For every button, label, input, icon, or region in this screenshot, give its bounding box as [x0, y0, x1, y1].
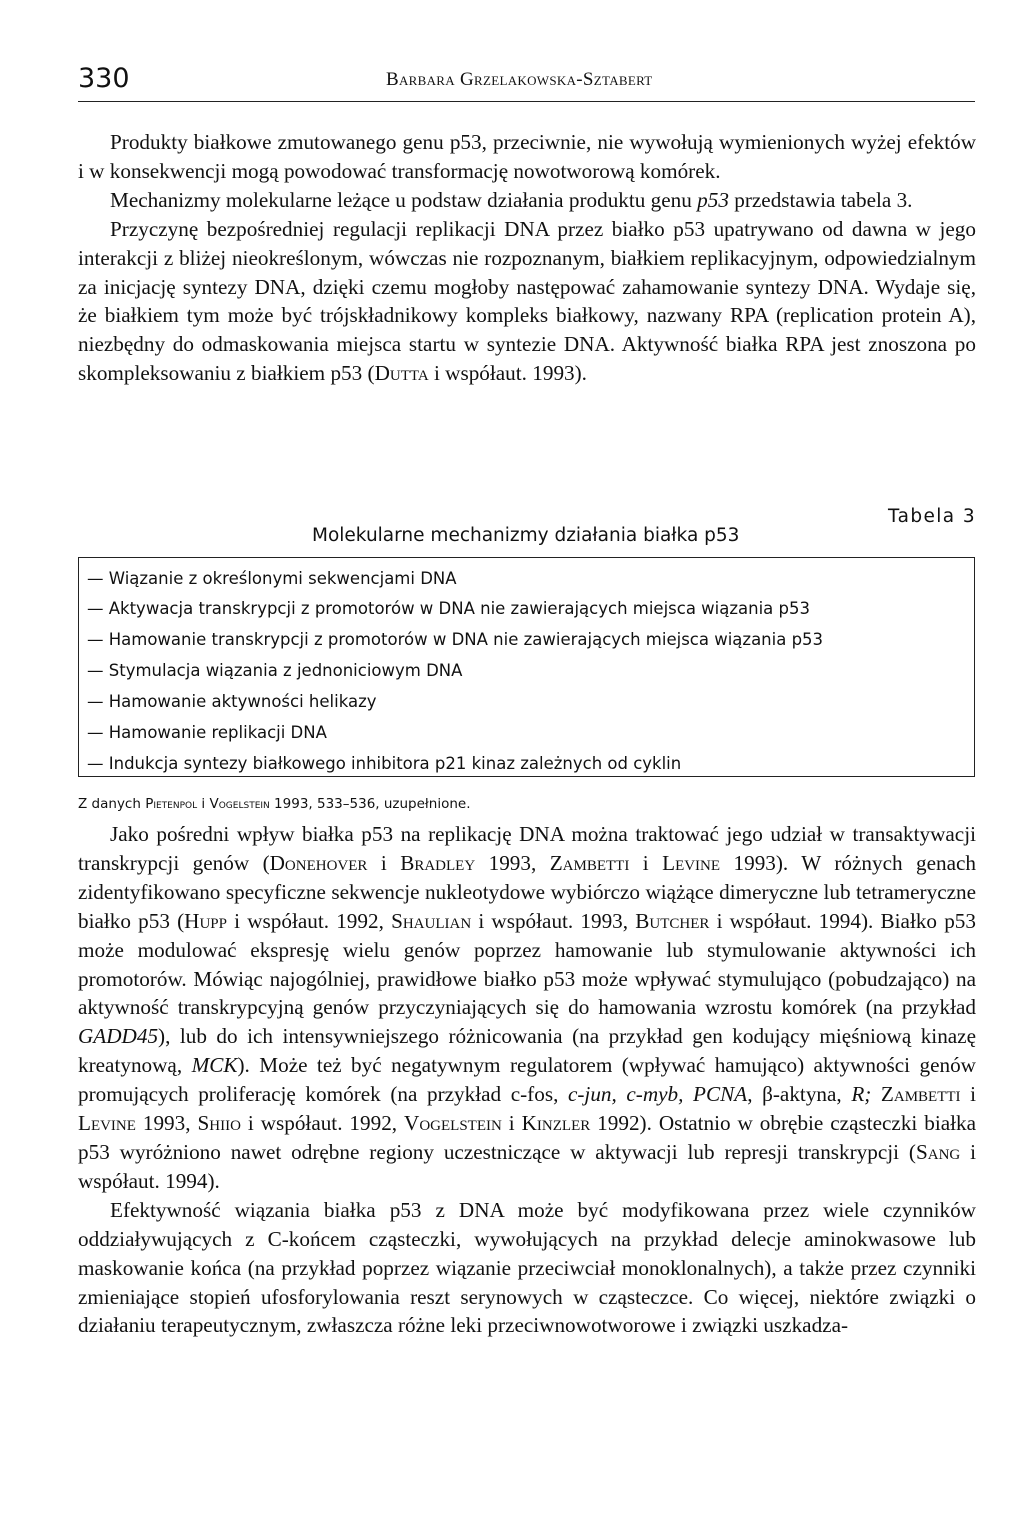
table-source-note	[78, 796, 471, 812]
paragraph-5: Efektywność wiązania białka p53 z DNA może być modyfikowana przez wiele czynników oddziaływujących z C-końcem cząsteczki, wywołujących na przykład delecje aminokwasowe lub maskowanie końca (na przykład poprzez wiązanie przeciwciał monoklonalnych), a także przez czynniki zmieniające stopień ufosforylowania reszt serynowych w cząsteczce. Co więcej, niektóre związki o działaniu terapeutycznym, zwłaszcza różne leki przeciwnowotworowe i związki uszkadza-	[78, 1197, 976, 1338]
bottom-text-block	[78, 820, 976, 1340]
citation-author: Kinzler	[521, 1111, 591, 1136]
text-run: Mechanizmy molekularne leżące u podstaw działania produktu genu	[110, 187, 698, 212]
citation-author: Hupp	[184, 908, 227, 933]
text-run: i współaut. 1992,	[226, 908, 392, 933]
table-row: — Stymulacja wiązania z jednoniciowym DNA	[87, 661, 463, 680]
citation-author: Bradley	[400, 850, 476, 875]
citation-author: Levine	[662, 850, 721, 875]
top-text-block	[78, 128, 976, 388]
citation-author: Levine	[78, 1111, 136, 1136]
gene-name: GADD45	[78, 1024, 159, 1049]
text-run: 1992). Ostatnio w obrębie cząsteczki białka p53 wyróżniono nawet odrębne regiony uczestniczące w aktywacji lub represji transkrypcji (	[78, 1111, 977, 1164]
text-run: przedstawia tabela 3.	[728, 187, 913, 212]
text-run: i	[501, 1111, 522, 1136]
citation-author: Sang	[915, 1139, 961, 1164]
gene-name: c-jun, c-myb, PCNA	[567, 1082, 748, 1107]
page-header	[78, 63, 975, 102]
text-run: Z danych	[78, 796, 146, 812]
citation-author: Zambetti	[549, 850, 630, 875]
paragraph-1: Produkty białkowe zmutowanego genu p53, przeciwnie, nie wywołują wymienionych wyżej efektów i w konsekwencji mogą powodować transformację nowotworową komórek.	[78, 130, 976, 183]
text-run: Przyczynę bezpośredniej regulacji replikacji DNA przez białko p53 upatrywano od dawna w jego interakcji z bliżej nieokreślonym, wówczas nie rozpoznanym, białkiem replikacyjnym, odpowiedzialnym za inicjację syntezy DNA, dzięki czemu mogłoby następować zahamowanie syntezy DNA. Wydaje się, że białkiem tym może być trójskładnikowy kompleks białkowy, nazwany RPA (replication protein A), niezbędny do odmaskowania miejsca startu w syntezie DNA. Aktywność białka RPA jest znoszona po skompleksowaniu z białkiem p53 (	[78, 216, 976, 386]
paragraph-2	[78, 186, 976, 215]
table-row: — Indukcja syntezy białkowego inhibitora p21 kinaz zależnych od cyklin	[87, 754, 682, 773]
text-run: i współaut. 1993).	[428, 361, 587, 386]
table-row: — Aktywacja transkrypcji z promotorów w DNA nie zawierających miejsca wiązania p53	[87, 599, 811, 618]
running-header-author: Barbara Grzelakowska-Sztabert	[386, 69, 653, 90]
text-run: 1993). W różnych genach zidentyfikowano specyficzne sekwencje nukleotydowe wybiórczo wiążące dimeryczne lub tetrameryczne białko p53 (	[78, 850, 977, 933]
table-label: Tabela 3	[887, 506, 976, 527]
text-run: i współaut. 1994). Białko p53 może modulować ekspresję wielu genów poprzez hamowanie lub stymulowanie aktywności ich promotorów. Mówiąc najogólniej, prawidłowe białko p53 może wpływać stymulująco (pobudzająco) na aktywność transkrypcyjną genów przyczyniających się do hamowania wzrostu komórek (na przykład	[78, 908, 976, 1020]
text-run: ). Może też być negatywnym regulatorem (wpływać hamująco) aktywności genów promujących proliferację komórek (na przykład c-fos,	[78, 1053, 976, 1107]
text-run: i	[367, 850, 401, 875]
citation-author: Dutta	[374, 361, 429, 386]
citation-author: Shiio	[197, 1111, 241, 1136]
text-run: i	[960, 1082, 977, 1107]
page-number: 330	[78, 63, 130, 94]
text-run: i	[197, 796, 210, 812]
citation-author: Donehover	[269, 850, 368, 875]
paragraph-3	[78, 215, 976, 388]
citation-author: Pietenpol	[145, 796, 198, 812]
gene-name: R;	[851, 1082, 872, 1107]
text-run: 1993,	[135, 1111, 198, 1136]
text-run: ), lub do ich intensywniejszego różnicowania (na przykład gen kodujący mięśniową kinazę kreatynową,	[78, 1024, 976, 1078]
table-box	[78, 557, 975, 777]
paragraph-4	[78, 820, 976, 1196]
citation-author: Zambetti	[880, 1082, 961, 1107]
table-row: — Wiązanie z określonymi sekwencjami DNA	[87, 569, 457, 588]
gene-name: p53	[697, 187, 729, 212]
text-run: , β-aktyna,	[747, 1082, 852, 1107]
text-run: Jako pośredni wpływ białka p53 na replikację DNA można traktować jego udział w transaktywacji transkrypcji genów (	[78, 822, 976, 875]
citation-author: Vogelstein	[209, 796, 270, 812]
text-run	[871, 1082, 881, 1106]
text-run: i współaut. 1993,	[471, 908, 636, 933]
text-run: i współaut. 1994).	[78, 1139, 976, 1193]
gene-name: MCK	[191, 1053, 238, 1078]
citation-author: Butcher	[635, 908, 710, 933]
citation-author: Shaulian	[391, 908, 472, 933]
table-row: — Hamowanie replikacji DNA	[87, 723, 327, 742]
text-run: 1993,	[475, 850, 550, 875]
text-run: i współaut. 1992,	[240, 1111, 405, 1136]
table-row: — Hamowanie transkrypcji z promotorów w DNA nie zawierających miejsca wiązania p53	[87, 630, 824, 649]
text-run: 1993, 533–536, uzupełnione.	[269, 796, 471, 812]
table-title: Molekularne mechanizmy działania białka p53	[312, 525, 740, 546]
text-run: i	[629, 850, 663, 875]
citation-author: Vogelstein	[404, 1111, 502, 1136]
table-row: — Hamowanie aktywności helikazy	[87, 692, 377, 711]
